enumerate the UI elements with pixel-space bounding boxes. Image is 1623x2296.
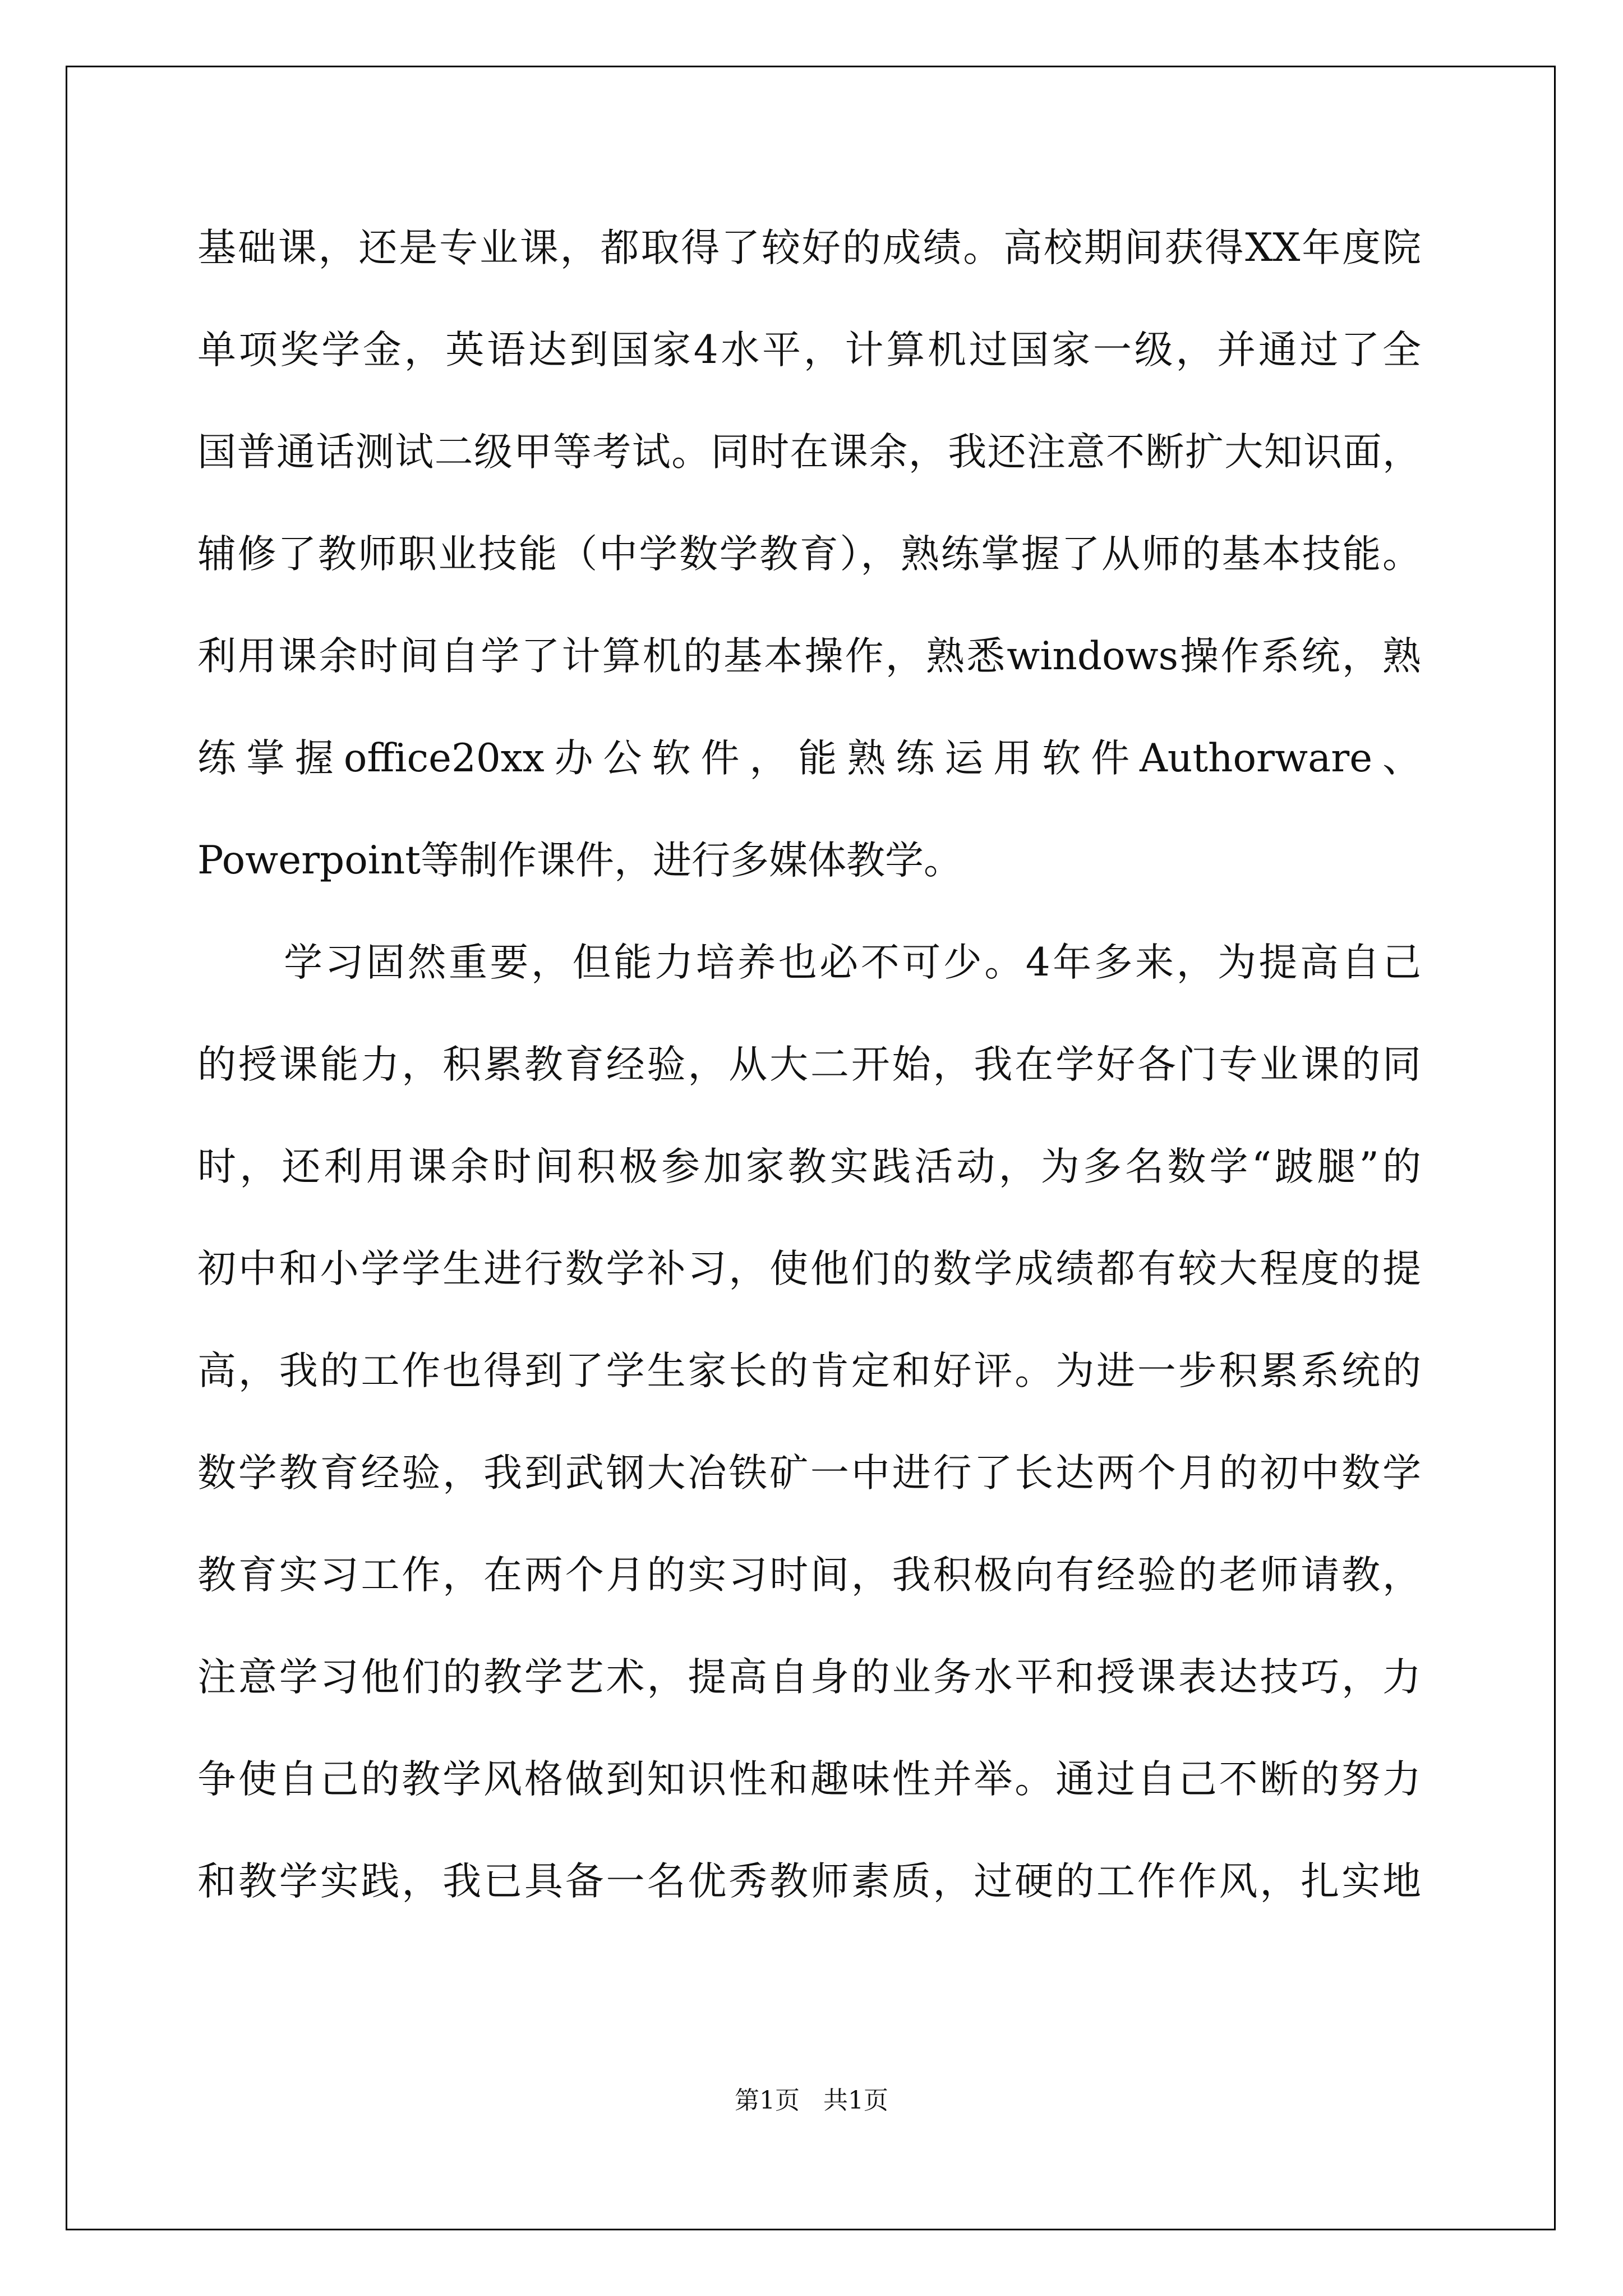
text-line: 单项奖学金，英语达到国家4水平，计算机过国家一级，并通过了全 <box>197 328 1421 372</box>
text-line: 争使自己的教学风格做到知识性和趣味性并举。通过自己不断的努力 <box>197 1757 1421 1802</box>
text-line: 练掌握office20xx办公软件，能熟练运用软件Authorware、 <box>197 736 1421 781</box>
text-line: 国普通话测试二级甲等考试。同时在课余，我还注意不断扩大知识面， <box>197 430 1421 475</box>
text-line: 时，还利用课余时间积极参加家教实践活动，为多名数学“跛腿”的 <box>197 1144 1421 1189</box>
paragraph-first-line: 学习固然重要，但能力培养也必不可少。4年多来，为提高自己 <box>284 940 1421 985</box>
text-line: 高，我的工作也得到了学生家长的肯定和好评。为进一步积累系统的 <box>197 1349 1421 1393</box>
page-footer: 第1页 共1页 <box>735 2086 888 2115</box>
text-line: 的授课能力，积累教育经验，从大二开始，我在学好各门专业课的同 <box>197 1042 1421 1087</box>
text-line: 初中和小学学生进行数学补习，使他们的数学成绩都有较大程度的提 <box>197 1246 1421 1291</box>
text-line: 数学教育经验，我到武钢大冶铁矿一中进行了长达两个月的初中数学 <box>197 1451 1421 1496</box>
text-line: 基础课，还是专业课，都取得了较好的成绩。高校期间获得XX年度院 <box>197 226 1421 270</box>
text-line: Powerpoint等制作课件，进行多媒体教学。 <box>197 838 962 883</box>
text-line: 注意学习他们的教学艺术，提高自身的业务水平和授课表达技巧，力 <box>197 1655 1421 1700</box>
text-line: 和教学实践，我已具备一名优秀教师素质，过硬的工作作风，扎实地 <box>197 1859 1421 1904</box>
text-line: 利用课余时间自学了计算机的基本操作，熟悉windows操作系统，熟 <box>197 634 1421 679</box>
text-line: 教育实习工作，在两个月的实习时间，我积极向有经验的老师请教， <box>197 1553 1421 1598</box>
text-line: 辅修了教师职业技能（中学数学教育），熟练掌握了从师的基本技能。 <box>197 532 1421 577</box>
